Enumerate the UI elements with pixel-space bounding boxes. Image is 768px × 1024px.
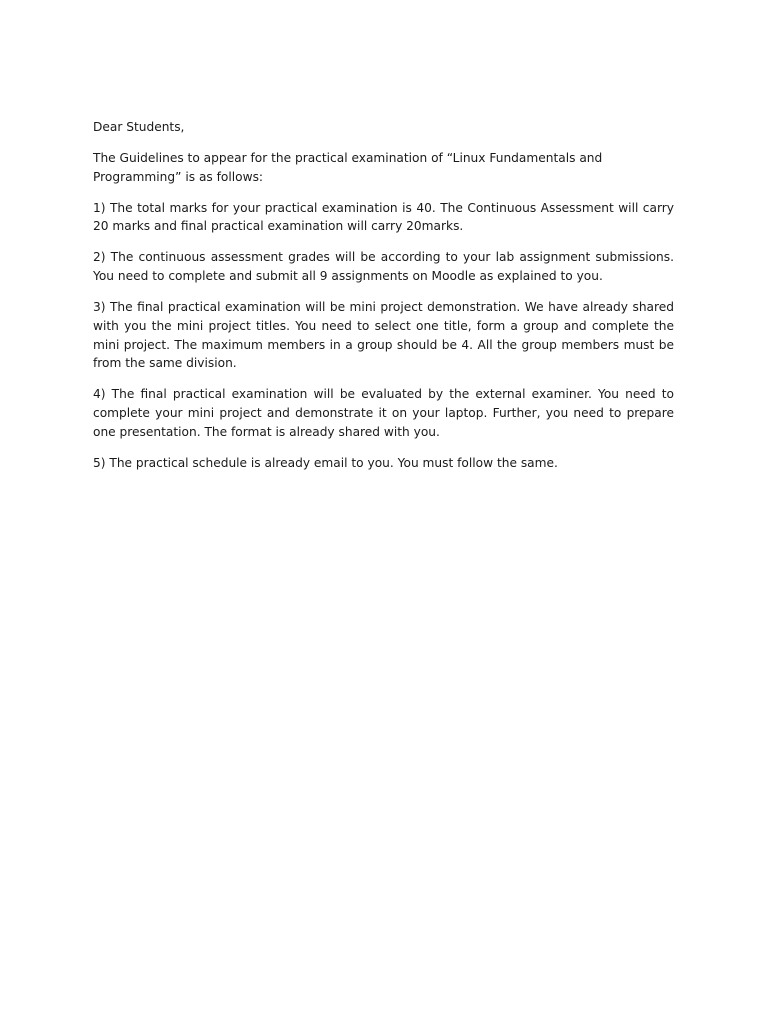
greeting: Dear Students, bbox=[93, 120, 185, 134]
intro-paragraph: The Guidelines to appear for the practical examination of “Linux Fundamentals and Programming” is as follows: bbox=[93, 151, 603, 184]
guideline-point-1: 1) The total marks for your practical examination is 40. The Continuous Assessment will carry 20 marks and final practical examination will carry 20marks. bbox=[93, 200, 674, 234]
guideline-point-2: 2) The continuous assessment grades will be according to your lab assignment submissions. You need to complete and submit all 9 assignments on Moodle as explained to you. bbox=[93, 250, 674, 284]
guideline-point-5: 5) The practical schedule is already email to you. You must follow the same. bbox=[93, 455, 558, 470]
guideline-point-3: 3) The final practical examination will be mini project demonstration. We have already shared with you the mini project titles. You need to select one title, form a group and complete the mini project. The maximum members in a group should be 4. All the group members must be from the same division. bbox=[93, 300, 674, 371]
document-page bbox=[93, 118, 674, 485]
guideline-point-4: 4) The final practical examination will be evaluated by the external examiner. You need to complete your mini project and demonstrate it on your laptop. Further, you need to prepare one presentation. The format is already shared with you. bbox=[93, 387, 674, 439]
